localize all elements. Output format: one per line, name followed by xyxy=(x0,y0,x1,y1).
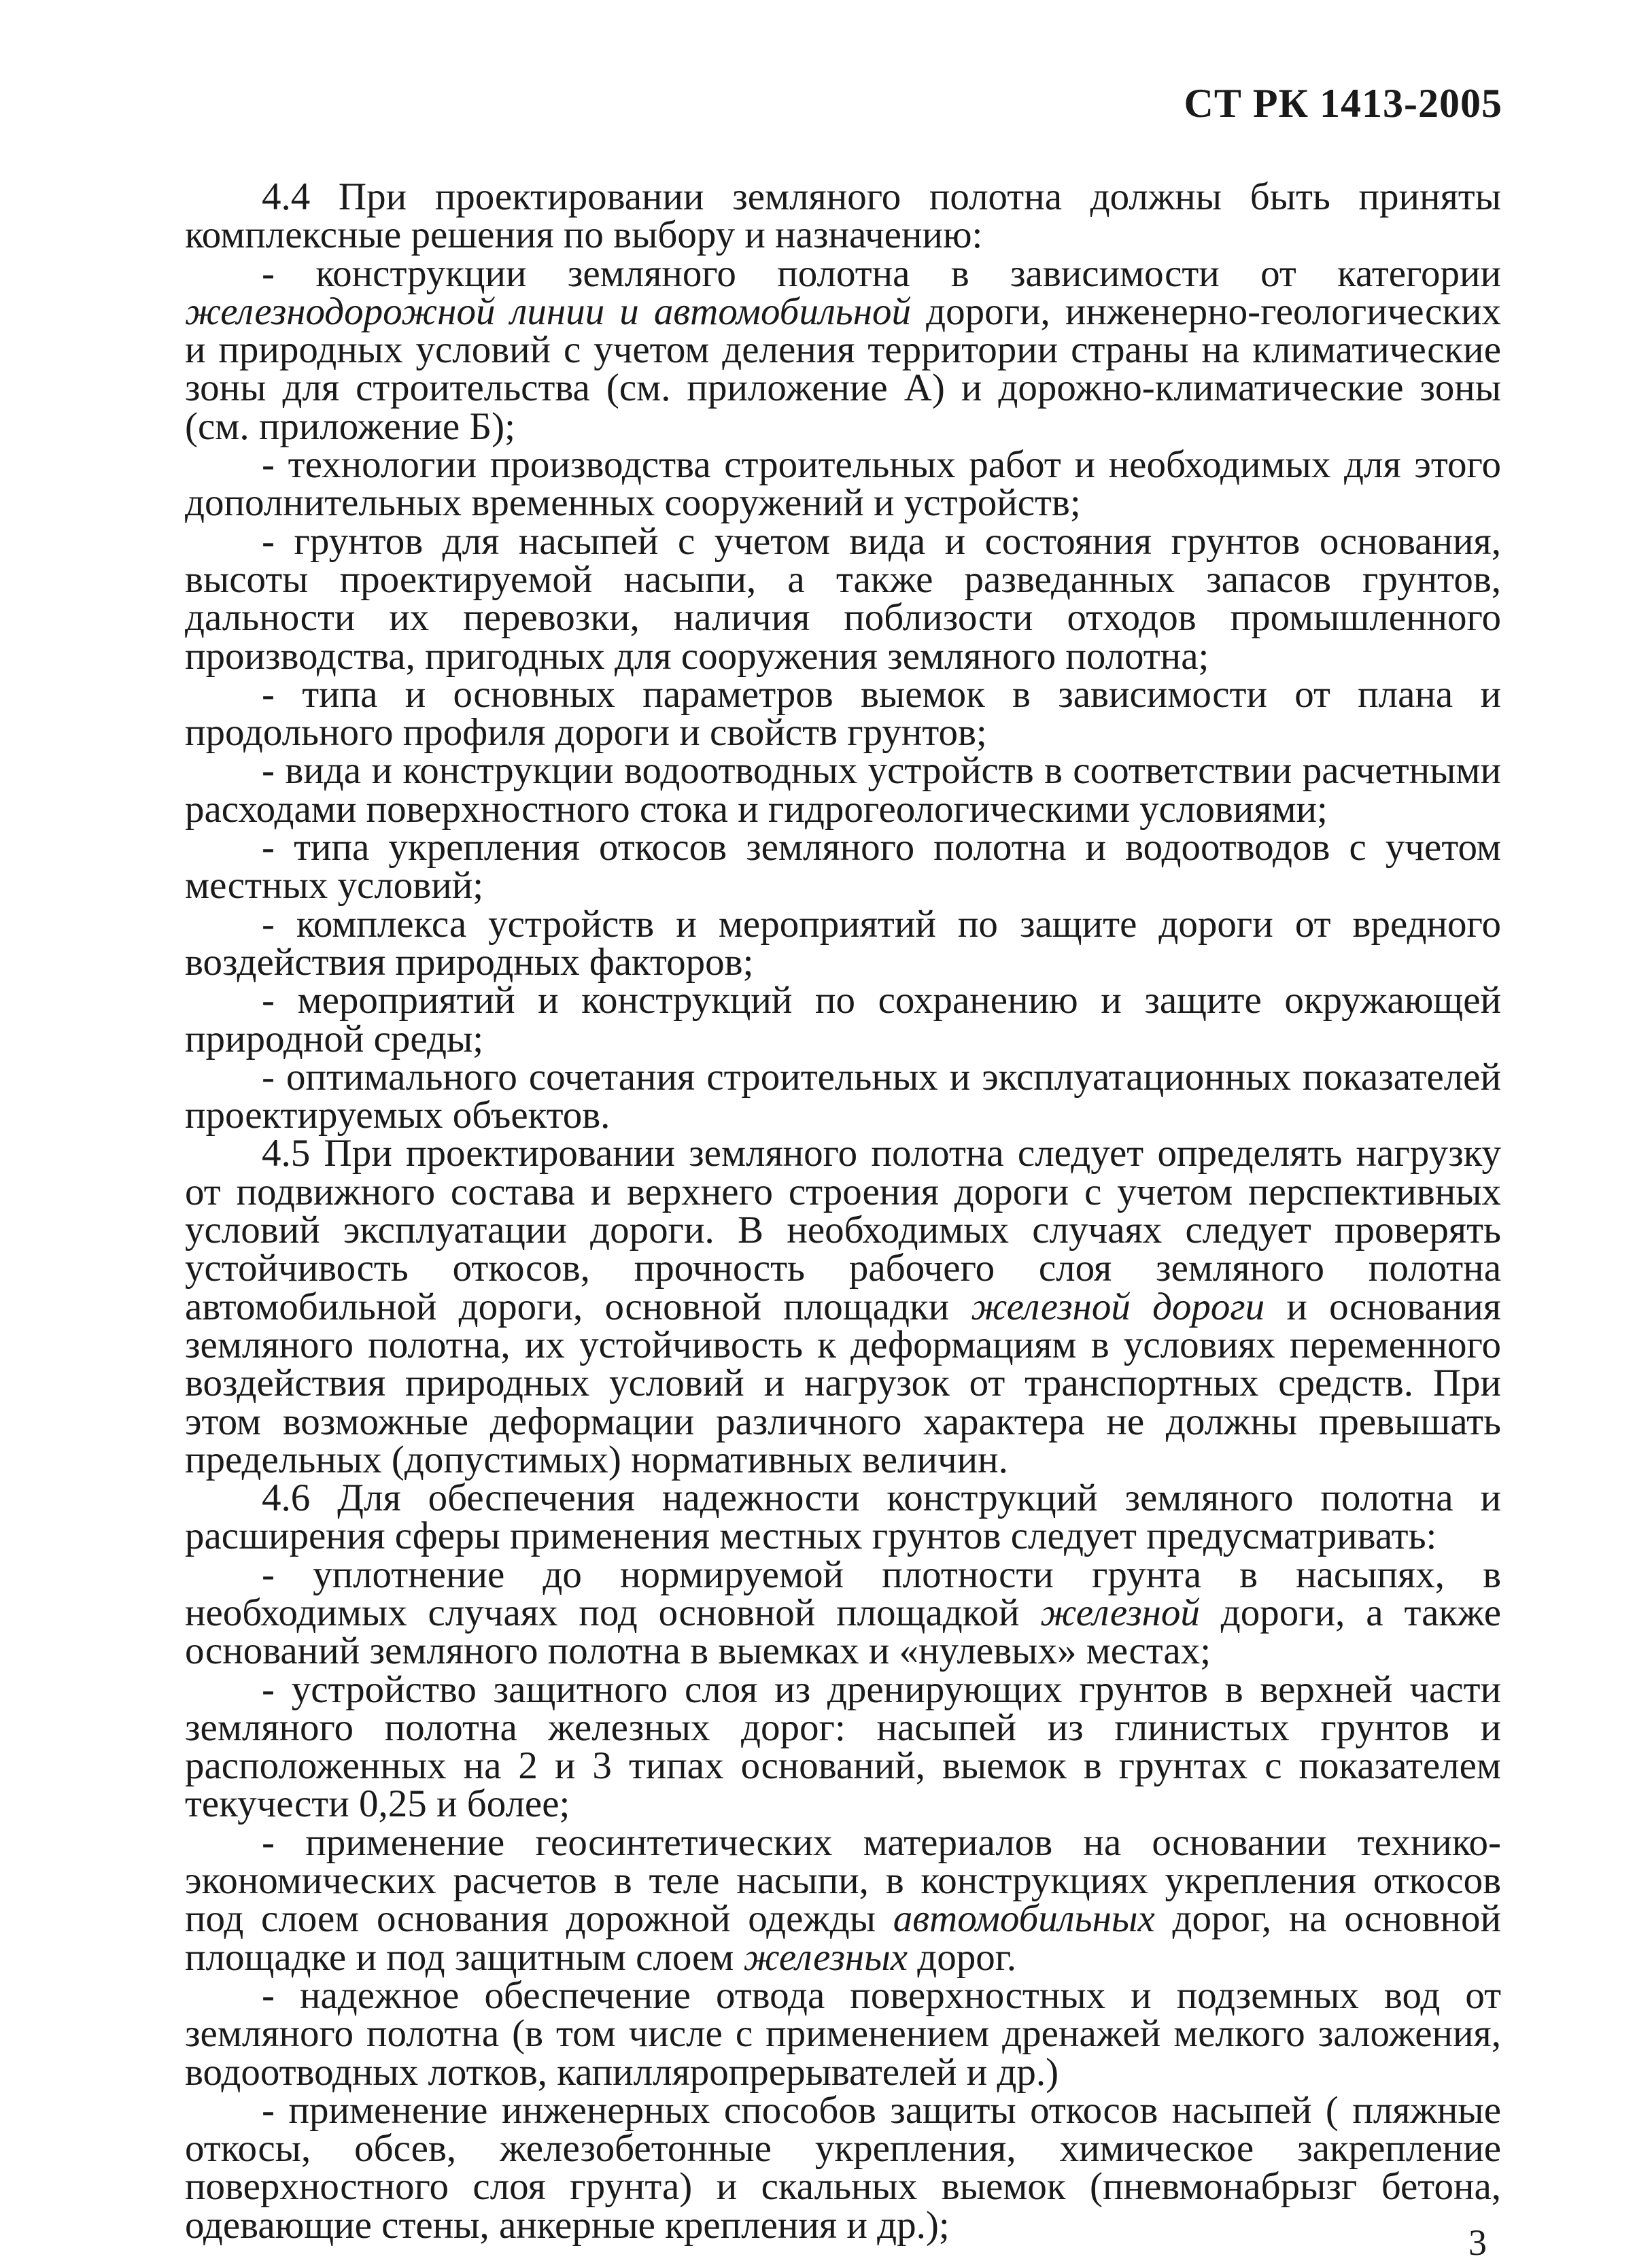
text-run: - применение геосинтетических материалов на основании технико-экономических расчетов в теле насыпи, в конструкциях укрепления откосов под слоем основания дорожной одежды xyxy=(185,1820,1501,1941)
document-code-header: СТ РК 1413-2005 xyxy=(1184,81,1502,126)
clause-4-4-item-4: - типа и основных параметров выемок в зависимости от плана и продольного профиля дороги и свойств грунтов; xyxy=(185,672,1501,755)
italic-run: железнодорожной линии и автомобильной xyxy=(185,290,912,333)
clause-4-6-item-4: - надежное обеспечение отвода поверхностных и подземных вод от земляного полотна (в том числе с применением дренажей мелкого заложения, водоотводных лотков, капилляропрерывателей и др.) xyxy=(185,1973,1501,2094)
text-run: дороги, а также оснований земляного полотна в выемках и «нулевых» местах; xyxy=(185,1591,1501,1673)
page-number: 3 xyxy=(1468,2222,1487,2263)
clause-4-6-item-1 xyxy=(185,1553,1501,1673)
clause-4-4-item-9: - оптимального сочетания строительных и эксплуатационных показателей проектируемых объектов. xyxy=(185,1055,1501,1137)
clause-4-4-intro: 4.4 При проектировании земляного полотна должны быть приняты комплексные решения по выбору и назначению: xyxy=(185,175,1501,257)
clause-4-5 xyxy=(185,1132,1501,1481)
clause-4-4-item-7: - комплекса устройств и мероприятий по защите дороги от вредного воздействия природных факторов; xyxy=(185,902,1501,984)
text-run: дорог. xyxy=(908,1935,1016,1979)
clause-4-6-intro: 4.6 Для обеспечения надежности конструкций земляного полотна и расширения сферы применения местных грунтов следует предусматривать: xyxy=(185,1476,1501,1558)
italic-run: автомобильных xyxy=(893,1897,1155,1941)
clause-4-4-item-3: - грунтов для насыпей с учетом вида и состояния грунтов основания, высоты проектируемой насыпи, а также разведанных запасов грунтов, дальности их перевозки, наличия поблизости отходов промышленного производства, пригодных для сооружения земляного полотна; xyxy=(185,519,1501,678)
text-run: - конструкции земляного полотна в зависимости от категории xyxy=(262,252,1501,295)
clause-4-4-item-2: - технологии производства строительных работ и необходимых для этого дополнительных временных сооружений и устройств; xyxy=(185,443,1501,525)
text-run: дорог, на основной площадке и под защитным слоем xyxy=(185,1897,1501,1979)
body-text xyxy=(185,175,1501,2247)
italic-run: железной xyxy=(1040,1591,1200,1634)
clause-4-4-item-1 xyxy=(185,252,1501,448)
clause-4-4-item-6: - типа укрепления откосов земляного полотна и водоотводов с учетом местных условий; xyxy=(185,826,1501,908)
italic-run: железной дороги xyxy=(971,1285,1265,1328)
italic-run: железных xyxy=(743,1935,908,1979)
clause-4-6-item-2: - устройство защитного слоя из дренирующих грунтов в верхней части земляного полотна железных дорог: насыпей из глинистых грунтов и расположенных на 2 и 3 типах оснований, выемок в грунтах с показателем текучести 0,25 и более; xyxy=(185,1668,1501,1826)
text-run: и основания земляного полотна, их устойчивость к деформациям в условиях переменного воздействия природных условий и нагрузок от транспортных средств. При этом возможные деформации различного характера не должны превышать предельных (допустимых) нормативных величин. xyxy=(185,1285,1501,1481)
text-run: дороги, инженерно-геологических и природных условий с учетом деления территории страны на климатические зоны для строительства (см. приложение А) и дорожно-климатические зоны (см. приложение Б); xyxy=(185,290,1501,448)
clause-4-4-item-8: - мероприятий и конструкций по сохранению и защите окружающей природной среды; xyxy=(185,979,1501,1060)
text-run: - уплотнение до нормируемой плотности грунта в насыпях, в необходимых случаях под основной площадкой xyxy=(185,1553,1501,1634)
text-run: 4.5 При проектировании земляного полотна следует определять нагрузку от подвижного состава и верхнего строения дороги с учетом перспективных условий эксплуатации дороги. В необходимых случаях следует проверять устойчивость откосов, прочность рабочего слоя земляного полотна автомобильной дороги, основной площадки xyxy=(185,1132,1501,1328)
clause-4-6-item-3 xyxy=(185,1820,1501,1979)
clause-4-4-item-5: - вида и конструкции водоотводных устройств в соответствии расчетными расходами поверхностного стока и гидрогеологическими условиями; xyxy=(185,749,1501,831)
clause-4-6-item-5: - применение инженерных способов защиты откосов насыпей ( пляжные откосы, обсев, железобетонные укрепления, химическое закрепление поверхностного слоя грунта) и скальных выемок (пневмонабрызг бетона, одевающие стены, анкерные крепления и др.); xyxy=(185,2088,1501,2247)
